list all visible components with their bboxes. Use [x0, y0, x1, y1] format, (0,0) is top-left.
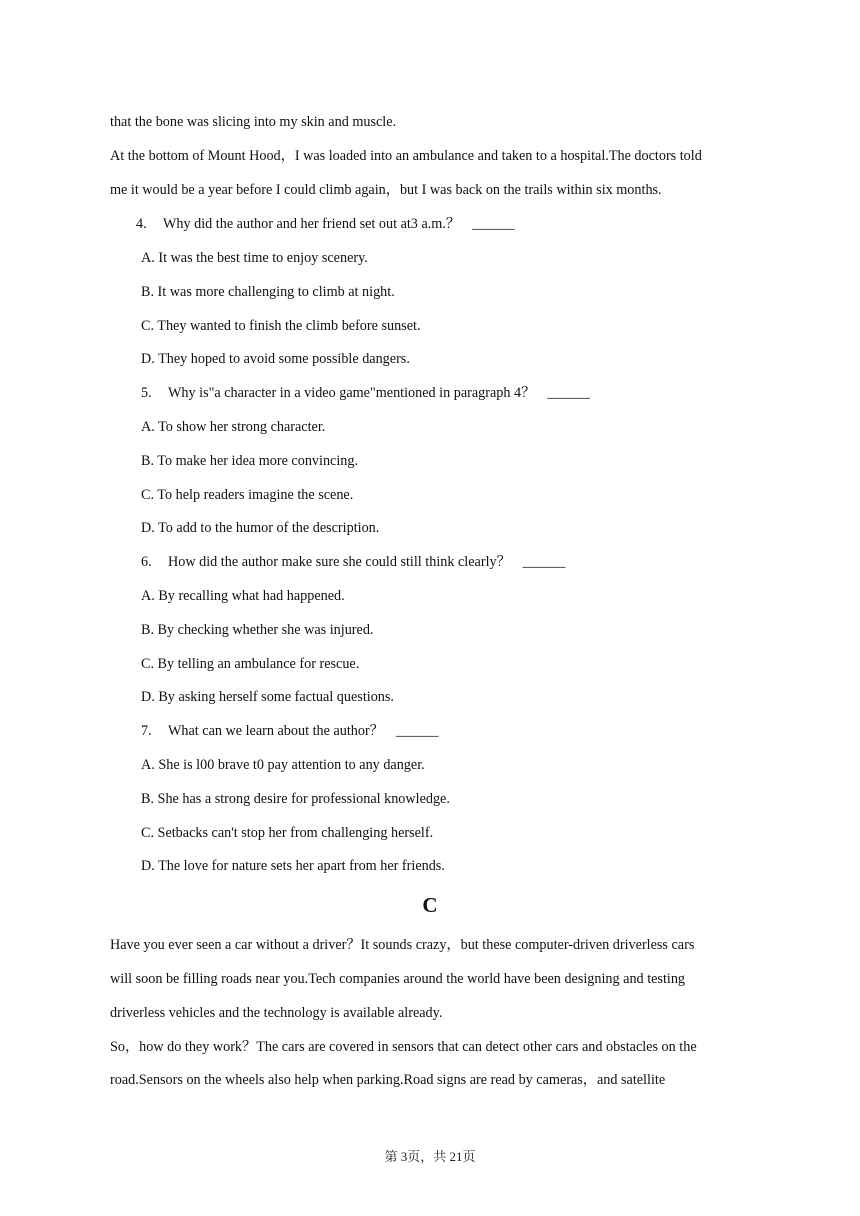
question-text: Why is"a character in a video game"mentioned in paragraph 4？ — [168, 385, 536, 401]
question-text: Why did the author and her friend set out at3 a.m.？ — [163, 216, 461, 232]
option-c: C. Setbacks can't stop her from challenging herself. — [141, 825, 434, 841]
page-footer: 第 3页，共 21页 — [384, 1149, 476, 1164]
passage-line: me it would be a year before I could climb again，but I was back on the trails within six months. — [110, 182, 662, 198]
option-c: C. They wanted to finish the climb before sunset. — [141, 318, 421, 334]
question-5 — [141, 383, 750, 403]
answer-blank: ______ — [522, 554, 566, 570]
passage-line: that the bone was slicing into my skin and muscle. — [110, 114, 397, 130]
option-a: A. To show her strong character. — [141, 419, 326, 435]
question-6 — [141, 552, 750, 572]
question-number: 7. — [141, 723, 152, 739]
option-b: B. It was more challenging to climb at night. — [141, 284, 395, 300]
option-d: D. To add to the humor of the description. — [141, 520, 380, 536]
option-a: A. It was the best time to enjoy scenery. — [141, 250, 368, 266]
answer-blank: ______ — [472, 216, 515, 232]
question-number: 6. — [141, 554, 152, 570]
option-c: C. By telling an ambulance for rescue. — [141, 656, 360, 672]
option-b: B. She has a strong desire for professional knowledge. — [141, 791, 450, 807]
section-heading: C — [422, 893, 438, 917]
option-a: A. By recalling what had happened. — [141, 588, 345, 604]
passage-line: will soon be filling roads near you.Tech companies around the world have been designing and testing — [110, 971, 686, 987]
passage-line: So，how do they work？The cars are covered in sensors that can detect other cars and obstacles on the — [110, 1039, 697, 1055]
question-number: 4. — [136, 216, 147, 232]
question-number: 5. — [141, 385, 152, 401]
question-text: What can we learn about the author？ — [168, 723, 384, 739]
passage-line: road.Sensors on the wheels also help when parking.Road signs are read by cameras，and satellite — [110, 1072, 666, 1088]
option-b: B. By checking whether she was injured. — [141, 622, 374, 638]
option-d: D. They hoped to avoid some possible dangers. — [141, 351, 410, 367]
option-d: D. The love for nature sets her apart from her friends. — [141, 858, 445, 874]
passage-line: At the bottom of Mount Hood，I was loaded into an ambulance and taken to a hospital.The doctors told — [110, 148, 702, 164]
question-7 — [141, 721, 750, 741]
option-a: A. She is l00 brave t0 pay attention to any danger. — [141, 757, 425, 773]
passage-line: driverless vehicles and the technology is available already. — [110, 1005, 443, 1021]
answer-blank: ______ — [395, 723, 439, 739]
option-b: B. To make her idea more convincing. — [141, 453, 359, 469]
question-4 — [136, 214, 750, 234]
option-d: D. By asking herself some factual questions. — [141, 689, 394, 705]
question-text: How did the author make sure she could still think clearly？ — [168, 554, 511, 570]
option-c: C. To help readers imagine the scene. — [141, 487, 354, 503]
passage-line: Have you ever seen a car without a driver？It sounds crazy，but these computer-driven driverless cars — [110, 937, 695, 953]
answer-blank: ______ — [547, 385, 590, 401]
